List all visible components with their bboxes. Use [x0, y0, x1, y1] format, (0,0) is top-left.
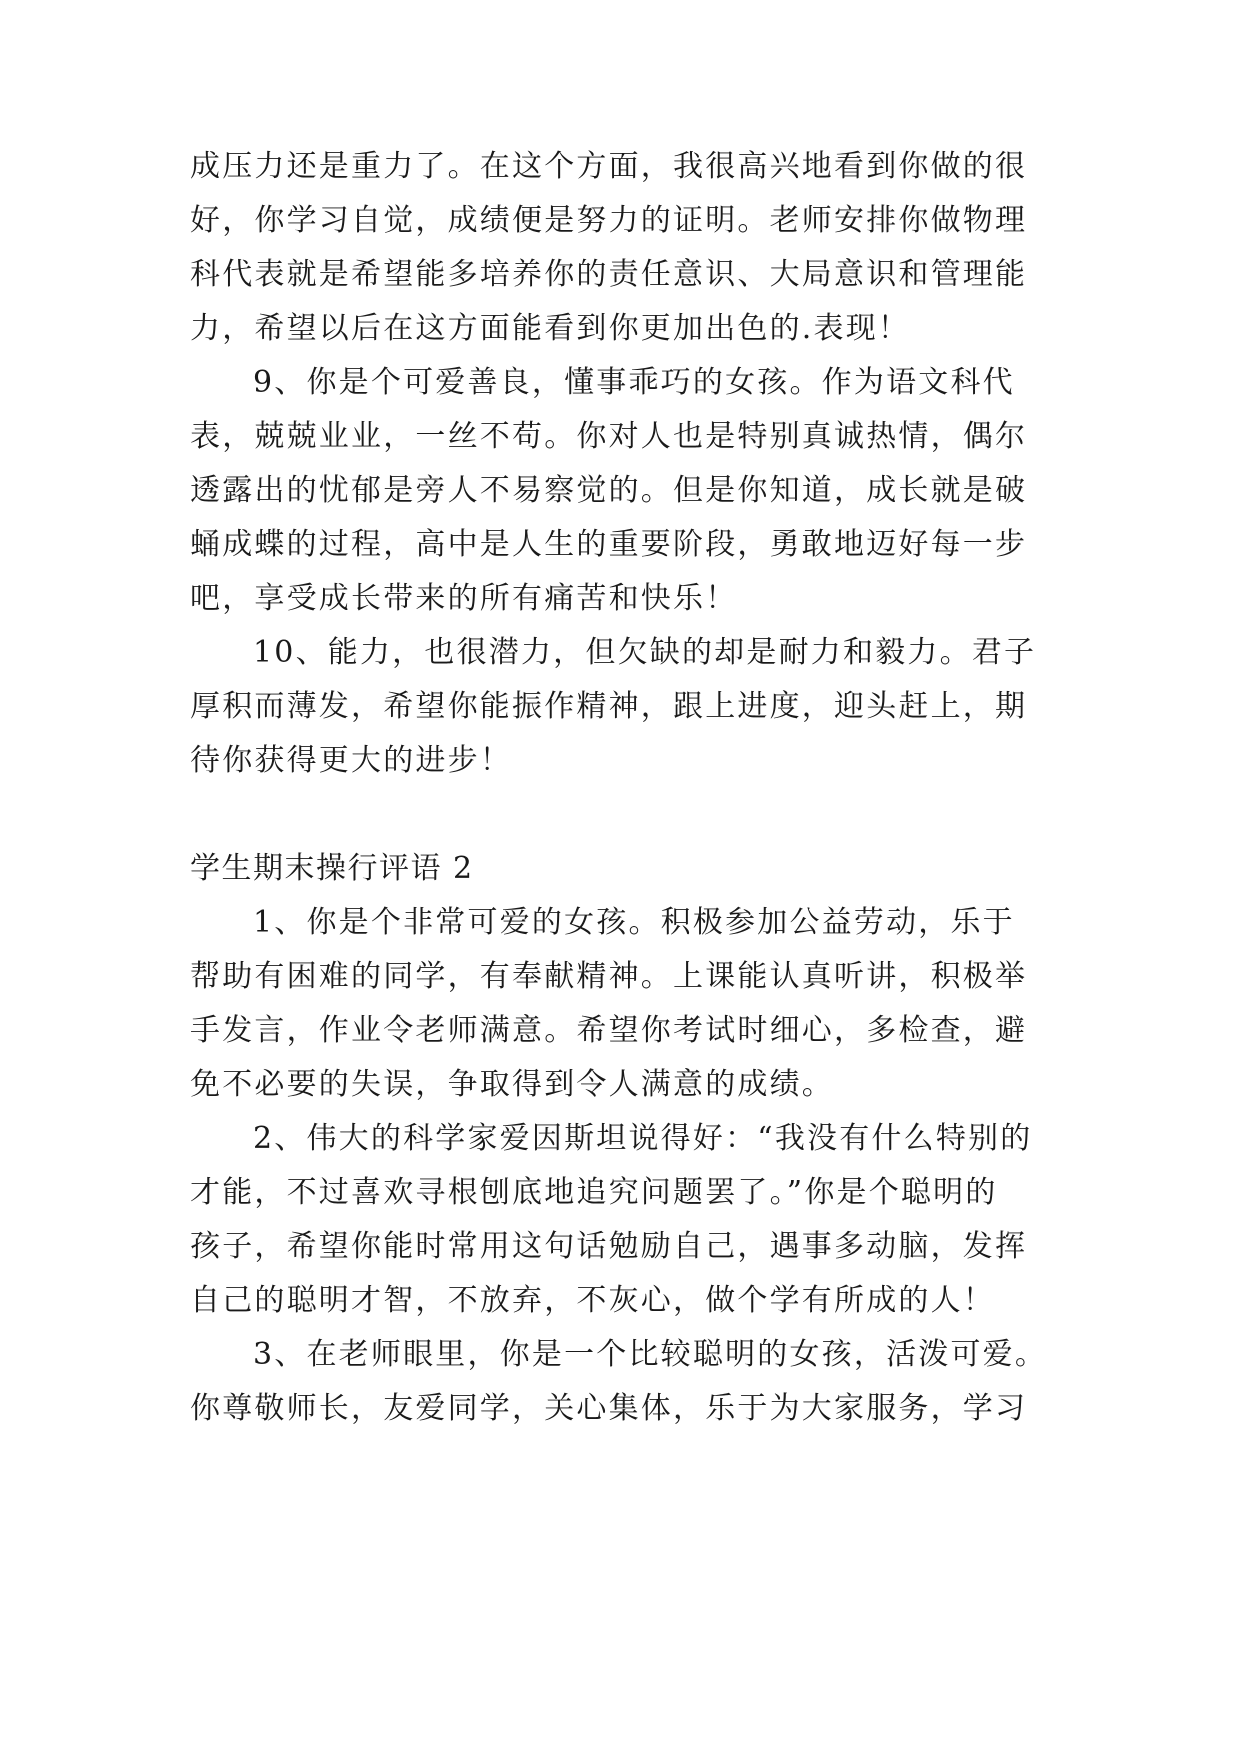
text-line: 待你获得更大的进步！	[190, 743, 512, 778]
text-line: 科代表就是希望能多培养你的责任意识、大局意识和管理能	[190, 257, 1028, 292]
text-line: 10、能力，也很潜力，但欠缺的却是耐力和毅力。君子	[253, 635, 1037, 670]
text-line: 免不必要的失误，争取得到令人满意的成绩。	[190, 1067, 834, 1102]
text-line: 力，希望以后在这方面能看到你更加出色的.表现！	[190, 311, 911, 346]
text-line: 9、你是个可爱善良，懂事乖巧的女孩。作为语文科代	[253, 365, 1015, 400]
text-line: 帮助有困难的同学，有奉献精神。上课能认真听讲，积极举	[190, 959, 1028, 994]
text-line: 自己的聪明才智，不放弃，不灰心，做个学有所成的人！	[190, 1283, 995, 1318]
text-line: 表，兢兢业业，一丝不苟。你对人也是特别真诚热情，偶尔	[190, 419, 1028, 454]
text-line: 吧，享受成长带来的所有痛苦和快乐！	[190, 581, 738, 616]
text-line: 蛹成蝶的过程，高中是人生的重要阶段，勇敢地迈好每一步	[190, 527, 1028, 562]
text-line: 透露出的忧郁是旁人不易察觉的。但是你知道，成长就是破	[190, 473, 1028, 508]
text-line: 厚积而薄发，希望你能振作精神，跟上进度，迎头赶上，期	[190, 689, 1028, 724]
text-line: 3、在老师眼里，你是一个比较聪明的女孩，活泼可爱。	[253, 1337, 1048, 1372]
text-line: 成压力还是重力了。在这个方面，我很高兴地看到你做的很	[190, 149, 1028, 184]
section-heading: 学生期末操行评语 2	[190, 851, 474, 886]
text-line: 孩子，希望你能时常用这句话勉励自己，遇事多动脑，发挥	[190, 1229, 1028, 1264]
text-line: 2、伟大的科学家爱因斯坦说得好：“我没有什么特别的	[253, 1121, 1033, 1156]
text-line: 才能，不过喜欢寻根刨底地追究问题罢了。”你是个聪明的	[190, 1175, 998, 1210]
text-line: 1、你是个非常可爱的女孩。积极参加公益劳动，乐于	[253, 905, 1015, 940]
text-line: 手发言，作业令老师满意。希望你考试时细心，多检查，避	[190, 1013, 1028, 1048]
text-line: 你尊敬师长，友爱同学，关心集体，乐于为大家服务，学习	[190, 1391, 1028, 1426]
text-line: 好，你学习自觉，成绩便是努力的证明。老师安排你做物理	[190, 203, 1028, 238]
